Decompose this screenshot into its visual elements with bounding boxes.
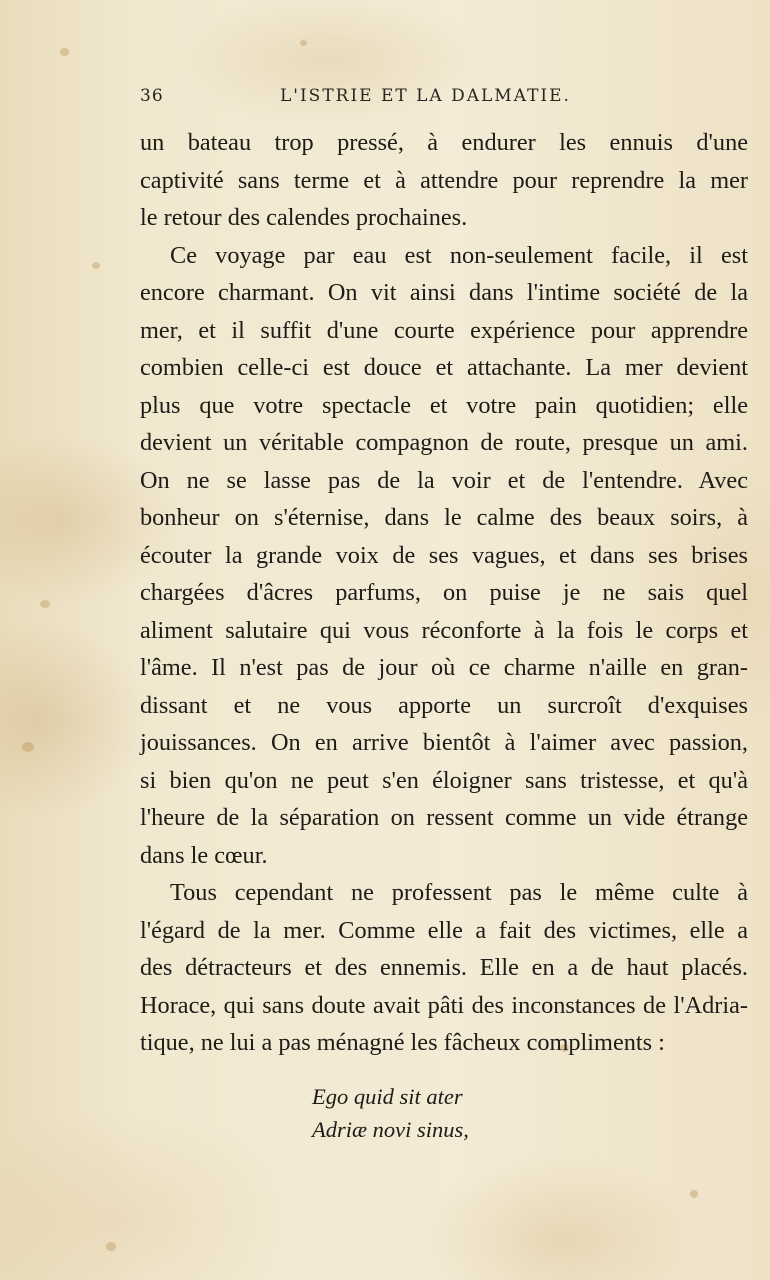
text-line: plus que votre spectacle et votre pain quotidien; elle: [140, 391, 748, 419]
text-line: dissant et ne vous apporte un surcroît d'exquises: [140, 691, 748, 719]
text-line: l'égard de la mer. Comme elle a fait des victimes, elle a: [140, 916, 748, 944]
text-line: encore charmant. On vit ainsi dans l'intime société de la: [140, 279, 748, 306]
latin-quotation: [312, 1080, 469, 1146]
text-line: bonheur on s'éternise, dans le calme des beaux soirs, à: [140, 504, 748, 531]
text-line: On ne se lasse pas de la voir et de l'entendre. Avec: [140, 466, 748, 494]
text-line: l'âme. Il n'est pas de jour où ce charme n'aille en gran-: [140, 654, 748, 681]
text-line: chargées d'âcres parfums, on puise je ne sais quel: [140, 579, 748, 606]
text-line: dans le cœur.: [140, 841, 268, 869]
page-number: 36: [140, 86, 164, 106]
text-line: écouter la grande voix de ses vagues, et dans ses brises: [140, 541, 748, 569]
text-line: si bien qu'on ne peut s'en éloigner sans tristesse, et qu'à: [140, 766, 748, 794]
body-text: [140, 124, 748, 1062]
quote-line: Adriæ novi sinus,: [312, 1117, 469, 1142]
text-line: captivité sans terme et à attendre pour reprendre la mer: [140, 166, 748, 194]
text-line: le retour des calendes prochaines.: [140, 204, 468, 231]
text-line: un bateau trop pressé, à endurer les ennuis d'une: [140, 129, 748, 156]
text-line: Ce voyage par eau est non-seulement facile, il est: [170, 241, 748, 269]
foxing-spot: [92, 262, 100, 269]
text-line: devient un véritable compagnon de route, presque un ami.: [140, 429, 748, 456]
text-line: tique, ne lui a pas ménagné les fâcheux compliments :: [140, 1029, 665, 1056]
foxing-spot: [690, 1190, 698, 1198]
foxing-spot: [300, 40, 307, 46]
text-line: aliment salutaire qui vous réconforte à la fois le corps et: [140, 616, 748, 644]
text-line: Horace, qui sans doute avait pâti des inconstances de l'Adria-: [140, 991, 748, 1019]
running-head: [140, 86, 620, 116]
quote-line: Ego quid sit ater: [312, 1084, 463, 1109]
text-line: jouissances. On en arrive bientôt à l'aimer avec passion,: [140, 729, 748, 756]
text-line: l'heure de la séparation on ressent comme un vide étrange: [140, 804, 748, 831]
running-title: L'ISTRIE ET LA DALMATIE.: [280, 86, 571, 106]
foxing-spot: [22, 742, 34, 752]
text-line: mer, et il suffit d'une courte expérience pour apprendre: [140, 316, 748, 344]
text-line: Tous cependant ne professent pas le même culte à: [170, 879, 748, 906]
foxing-spot: [106, 1242, 116, 1251]
foxing-spot: [40, 600, 50, 608]
text-line: des détracteurs et des ennemis. Elle en a de haut placés.: [140, 954, 748, 981]
text-line: combien celle-ci est douce et attachante. La mer devient: [140, 354, 748, 381]
foxing-spot: [60, 48, 69, 56]
